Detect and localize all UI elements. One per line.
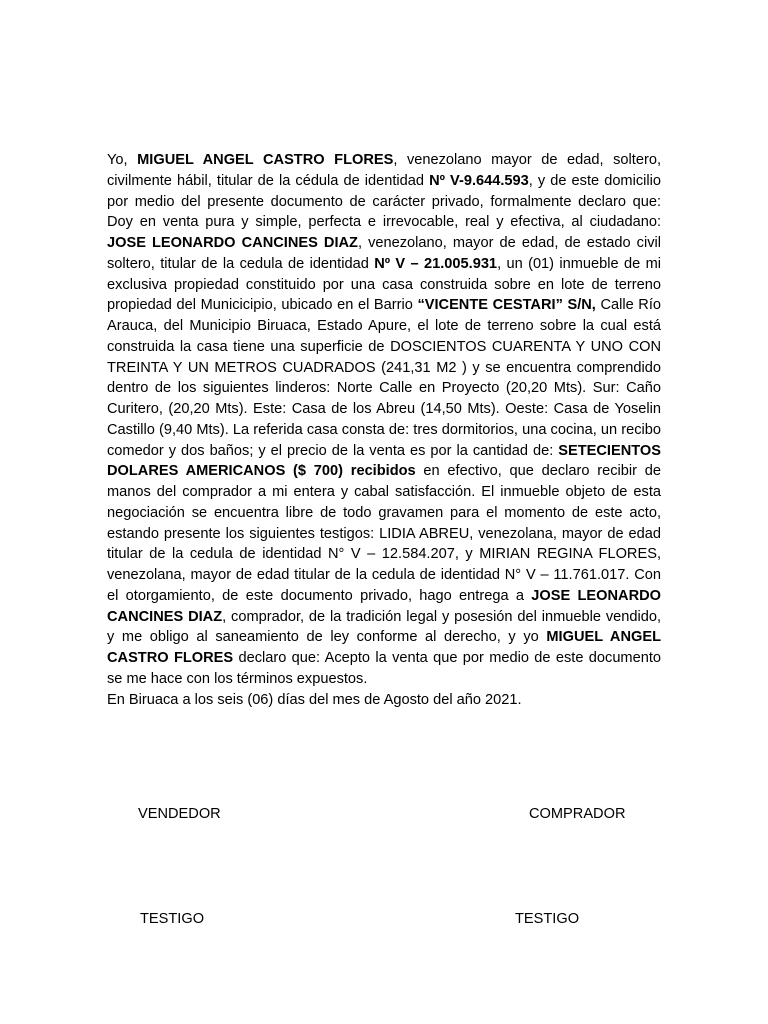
seller-id-number: Nº V-9.644.593	[429, 172, 529, 189]
sale-declaration-paragraph	[107, 150, 661, 690]
paragraph-segment: Yo,	[107, 152, 138, 168]
buyer-id-number: Nº V – 21.005.931	[374, 255, 498, 272]
paragraph-segment: declaro que: Acepto la venta que por medio de este documento se me hace con los términos expuestos.	[107, 650, 661, 687]
seller-name: MIGUEL ANGEL CASTRO FLORES	[107, 629, 662, 666]
paragraph-segment: , venezolano mayor de edad, soltero, civilmente hábil, titular de la cédula de identidad	[107, 152, 661, 189]
seller-name: MIGUEL ANGEL CASTRO FLORES	[137, 152, 394, 168]
signature-label-comprador: COMPRADOR	[529, 806, 626, 822]
buyer-name: JOSE LEONARDO CANCINES DIAZ	[107, 235, 358, 251]
sale-price: SETECIENTOS DOLARES AMERICANOS ($ 700) recibidos	[107, 442, 661, 480]
paragraph-segment: en efectivo, que declaro recibir de manos del comprador a mi entera y cabal satisfacción. El inmueble objeto de esta negociación se encuentra libre de todo gravamen para el momento de este acto, estando presente los siguientes testigos: LIDIA ABREU, venezolana, mayor de edad titular de la cedula de identidad N° V – 12.584.207, y MIRIAN REGINA FLORES, venezolana, mayor de edad titular de la cedula de identidad N° V – 11.761.017. Con el otorgamiento, de este documento privado, hago entrega a	[107, 463, 661, 604]
paragraph-segment: , y de este domicilio por medio del presente documento de carácter privado, formalmente declaro que: Doy en venta pura y simple, perfecta e irrevocable, real y efectiva, al ciudadano:	[107, 172, 661, 231]
buyer-name: JOSE LEONARDO CANCINES DIAZ	[107, 587, 662, 625]
paragraph-segment: , un (01) inmueble de mi exclusiva propiedad constituido por una casa construida sobre en lote de terreno propiedad del Municicipio, ubicado en el Barrio	[107, 255, 661, 314]
paragraph-segment: , comprador, de la tradición legal y posesión del inmueble vendido, y me obligo al saneamiento de ley conforme al derecho, y yo	[107, 608, 662, 646]
document-body	[107, 150, 661, 710]
closing-line: En Biruaca a los seis (06) días del mes de Agosto del año 2021.	[107, 691, 522, 708]
paragraph-segment: Calle Río Arauca, del Municipio Biruaca, Estado Apure, el lote de terreno sobre la cual está construida la casa tiene una superficie de DOSCIENTOS CUARENTA Y UNO CON TREINTA Y UN METROS CUADRADOS (241,31 M2 ) y se encuentra comprendido dentro de los siguientes linderos: Norte Calle en Proyecto (20,20 Mts). Sur: Caño Curitero, (20,20 Mts). Este: Casa de los Abreu (14,50 Mts). Oeste: Casa de Yoselin Castillo (9,40 Mts). La referida casa consta de: tres dormitorios, una cocina, un recibo comedor y dos baños; y el precio de la venta es por la cantidad de:	[107, 297, 662, 459]
signature-label-vendedor: VENDEDOR	[138, 806, 221, 822]
paragraph-segment: , venezolano, mayor de edad, de estado civil soltero, titular de la cedula de identidad	[107, 235, 661, 272]
barrio-name: “VICENTE CESTARI” S/N,	[417, 297, 596, 314]
signature-label-testigo-1: TESTIGO	[140, 911, 205, 927]
signature-label-testigo-2: TESTIGO	[515, 911, 580, 927]
